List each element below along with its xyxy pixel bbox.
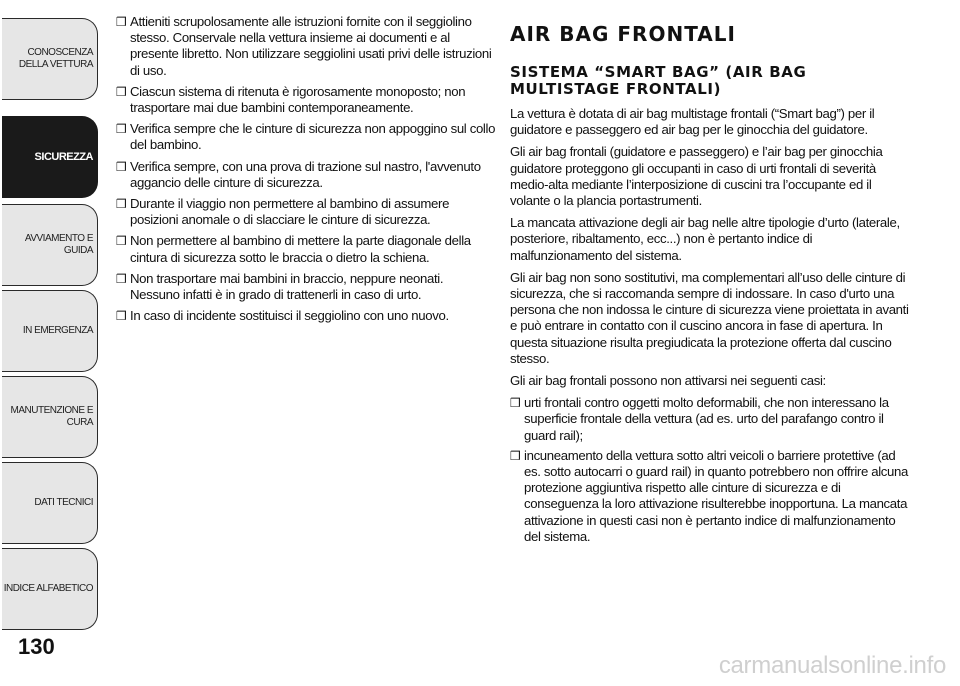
tab-manutenzione-e-cura[interactable]: [2, 376, 98, 458]
right-column: [510, 22, 910, 549]
checkbox-bullet-icon: ❒: [510, 448, 521, 463]
chapter-sidebar: [0, 0, 100, 640]
list-item: ❒ Verifica sempre, con una prova di trazione sul nastro, l'avvenuto aggancio delle cinture di sicurezza.: [116, 158, 481, 190]
tab-label: IN EMERGENZA: [22, 325, 93, 336]
left-column: [116, 14, 496, 329]
paragraph: La vettura è dotata di air bag multistage frontali (“Smart bag”) per il guidatore e passeggero ed air bag per le ginocchia del guidatore.: [510, 106, 875, 138]
tab-label: CONOSCENZA DELLA VETTURA: [18, 47, 93, 70]
paragraph: Gli air bag frontali possono non attivarsi nei seguenti casi:: [510, 373, 826, 389]
tab-conoscenza-della-vettura[interactable]: [2, 18, 98, 100]
tab-label: AVVIAMENTO E GUIDA: [24, 233, 93, 256]
checkbox-bullet-icon: ❒: [116, 309, 127, 324]
checkbox-bullet-icon: ❒: [116, 159, 127, 174]
list-item: ❒ Verifica sempre che le cinture di sicurezza non appoggino sul collo del bambino.: [116, 121, 496, 153]
list-item: ❒ In caso di incidente sostituisci il seggiolino con uno nuovo.: [116, 308, 449, 324]
tab-label: DATI TECNICI: [34, 497, 93, 508]
tab-in-emergenza[interactable]: [2, 290, 98, 372]
list-item: ❒ Ciascun sistema di ritenuta è rigorosamente monoposto; non trasportare mai due bambini contemporaneamente.: [116, 83, 466, 116]
tab-label: MANUTENZIONE E CURA: [10, 405, 93, 428]
checkbox-bullet-icon: ❒: [116, 271, 127, 286]
checkbox-bullet-icon: ❒: [116, 197, 127, 212]
paragraph: Gli air bag non sono sostitutivi, ma complementari all’uso delle cinture di sicurezza, che si raccomanda sempre di indossare. In caso d'urto una persona che non indossa le cinture di sicurezza viene proiettata in avanti e può entrare in contatto con il cuscino ancora in fase di apertura. In questa situazione risulta pregiudicata la protezione offerta dal cuscino stesso.: [510, 269, 909, 366]
checkbox-bullet-icon: ❒: [116, 15, 127, 29]
watermark: carmanualsonline.info: [718, 652, 946, 679]
list-item: ❒ Durante il viaggio non permettere al bambino di assumere posizioni anomale o di slacciare le cinture di sicurezza.: [116, 196, 450, 228]
tab-sicurezza[interactable]: [2, 116, 98, 198]
checkbox-bullet-icon: ❒: [116, 234, 127, 249]
section-subheading: SISTEMA “SMART BAG” (AIR BAG MULTISTAGE FRONTALI): [510, 63, 807, 98]
list-item: ❒ urti frontali contro oggetti molto deformabili, che non interessano la superficie frontale della vettura (ad es. urto del parafango contro il guard rail);: [510, 395, 889, 443]
section-heading: AIR BAG FRONTALI: [510, 22, 736, 46]
list-item: ❒ Non trasportare mai bambini in braccio, neppure neonati. Nessuno infatti è in grado di trattenerli in caso di urto.: [116, 270, 444, 303]
list-item: ❒ Attieniti scrupolosamente alle istruzioni fornite con il seggiolino stesso. Conservale nella vettura insieme ai documenti e al presente libretto. Non utilizzare seggiolini usati privi delle istruzioni di uso.: [116, 14, 492, 78]
tab-dati-tecnici[interactable]: [2, 462, 98, 544]
page-number: 130: [18, 634, 55, 659]
checkbox-bullet-icon: ❒: [116, 122, 127, 137]
tab-avviamento-e-guida[interactable]: [2, 204, 98, 286]
paragraph: La mancata attivazione degli air bag nelle altre tipologie d’urto (laterale, posteriore, ribaltamento, ecc...) non è pertanto indice di malfunzionamento del sistema.: [510, 215, 900, 263]
paragraph: Gli air bag frontali (guidatore e passeggero) e l’air bag per ginocchia guidatore proteggono gli occupanti in caso di urti frontali di severità medio-alta mediante l’interposizione di cuscini tra l’occupante ed il volante o la plancia portastrumenti.: [510, 144, 883, 209]
checkbox-bullet-icon: ❒: [116, 84, 127, 99]
list-item: ❒ Non permettere al bambino di mettere la parte diagonale della cintura di sicurezza sotto le braccia o dietro la schiena.: [116, 233, 471, 265]
checkbox-bullet-icon: ❒: [510, 396, 521, 411]
list-item: ❒ incuneamento della vettura sotto altri veicoli o barriere protettive (ad es. sotto autocarri o guard rail) in quanto potrebbero non offrire alcuna protezione aggiuntiva rispetto alle cinture di sicurezza e di conseguenza la loro attivazione risulterebbe inopportuna. La mancata attivazione in questi casi non è pertanto indice di malfunzionamento del sistema.: [510, 447, 909, 544]
tab-label: SICUREZZA: [34, 151, 93, 163]
tab-indice-alfabetico[interactable]: [2, 548, 98, 630]
tab-label: INDICE ALFABETICO: [3, 583, 93, 594]
